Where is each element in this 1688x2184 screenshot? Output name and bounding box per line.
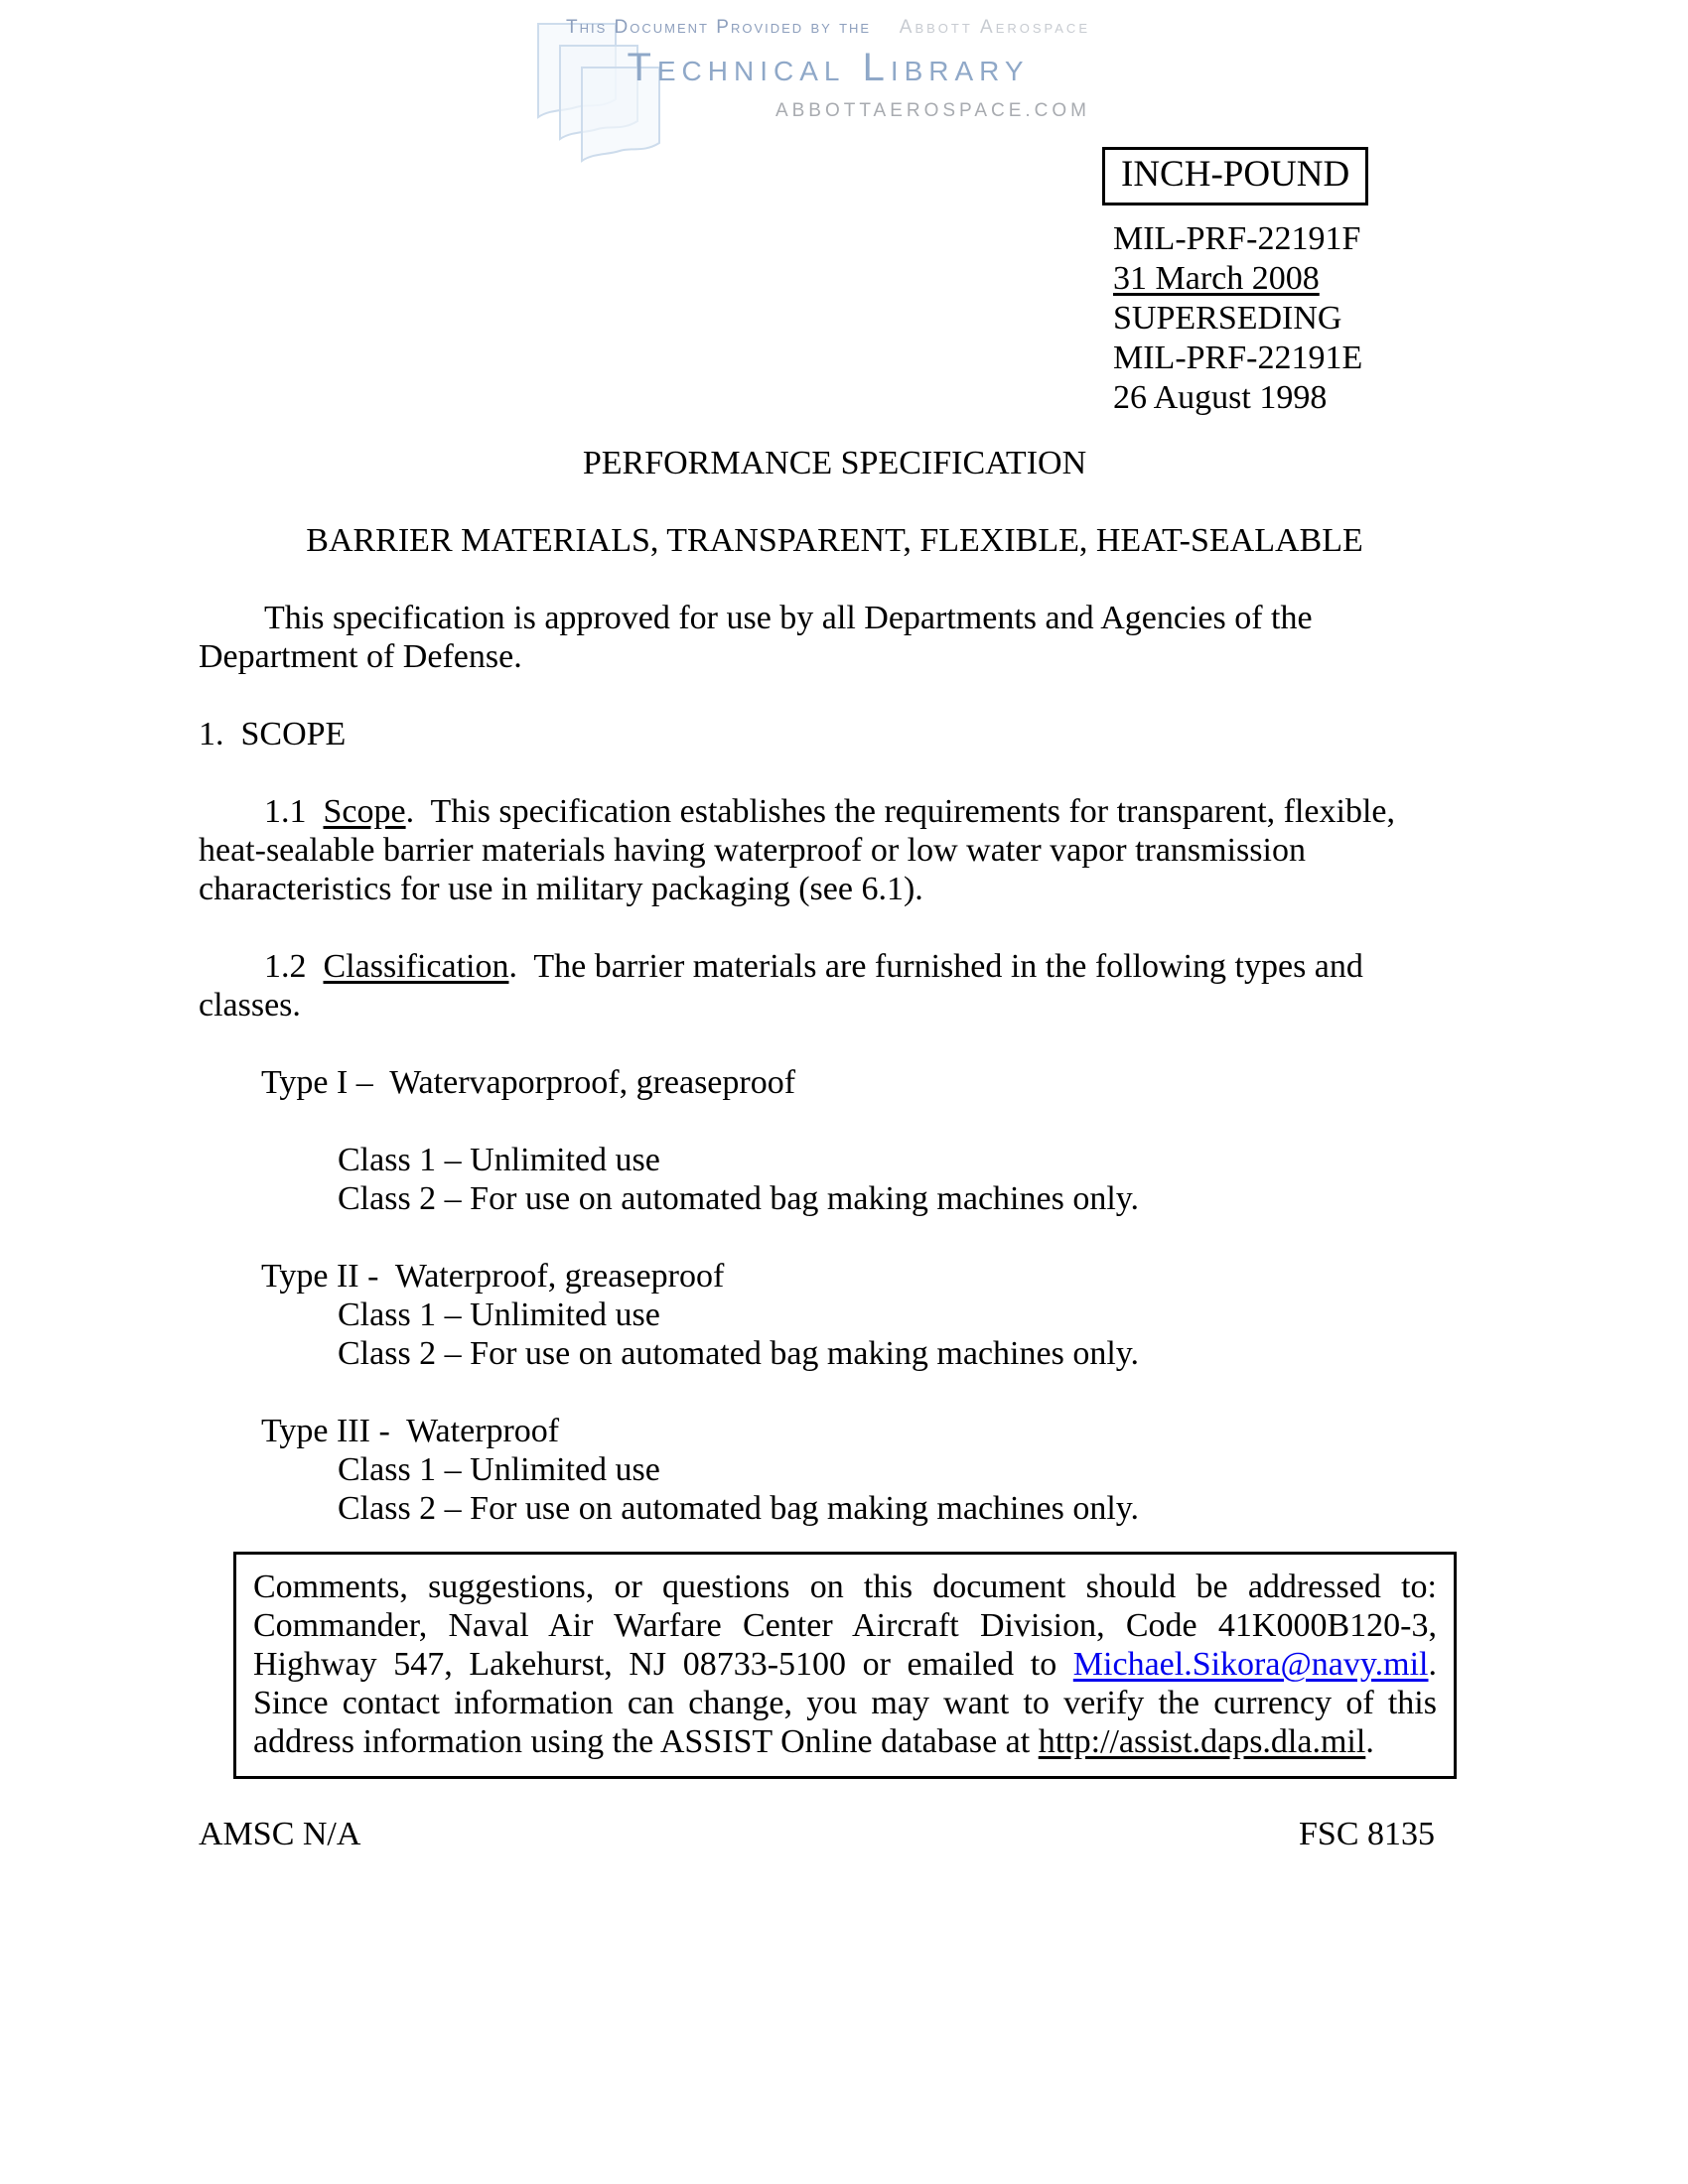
page-subtitle: BARRIER MATERIALS, TRANSPARENT, FLEXIBLE, HEAT-SEALABLE <box>306 522 1363 559</box>
doc-number: MIL-PRF-22191F <box>1113 220 1361 257</box>
type-1-label: Type I – Watervaporproof, greaseproof <box>261 1064 796 1101</box>
classification-text: . The barrier materials are furnished in the following types and classes. <box>199 948 1372 1024</box>
footer-row <box>199 1815 1435 1853</box>
comments-text-1: Comments, suggestions, or questions on this document should be addressed to: Commander, Naval Air Warfare Center Aircraft Division, Code 41K000B120-3, Highway 547, Lakehurst, NJ 08733-5100 or emailed to <box>253 1569 1437 1683</box>
page-title: PERFORMANCE SPECIFICATION <box>582 445 1087 481</box>
type-1-classes <box>199 1141 1471 1218</box>
classification-number: 1.2 <box>264 948 324 985</box>
type-3-group <box>199 1412 1471 1528</box>
logo-site-url: ABBOTTAEROSPACE.COM <box>774 100 1090 121</box>
amsc-label: AMSC N/A <box>199 1816 361 1852</box>
superseding-label: SUPERSEDING <box>1113 300 1342 337</box>
scope-paragraph <box>199 792 1471 908</box>
type-1-class-1: Class 1 – Unlimited use <box>338 1142 660 1178</box>
comments-text-2: . Since contact information can change, you may want to verify the currency of this address information using the ASSIST Online database at <box>253 1646 1437 1760</box>
fsc-label: FSC 8135 <box>1299 1816 1435 1852</box>
logo-text <box>566 8 1090 130</box>
superseded-number: MIL-PRF-22191E <box>1113 340 1363 376</box>
scope-text: . This specification establishes the requirements for transparent, flexible, heat-sealable barrier materials having waterproof or low water vapor transmission characteristics for use in military packaging (see 6.1). <box>199 793 1404 907</box>
library-watermark <box>534 6 1096 165</box>
assist-url-link[interactable]: http://assist.daps.dla.mil <box>1038 1723 1366 1760</box>
doc-id-block <box>1113 219 1362 418</box>
comments-text-3: . <box>1365 1723 1374 1760</box>
type-3-class-1: Class 1 – Unlimited use <box>338 1451 660 1488</box>
email-link[interactable]: Michael.Sikora@navy.mil <box>1072 1646 1429 1683</box>
body-column <box>199 444 1471 1853</box>
type-2-group <box>199 1257 1471 1373</box>
type-2-class-1: Class 1 – Unlimited use <box>338 1297 660 1333</box>
type-1-class-2: Class 2 – For use on automated bag making machines only. <box>338 1180 1140 1217</box>
superseded-date: 26 August 1998 <box>1113 379 1328 416</box>
scope-term: Scope <box>323 793 406 830</box>
doc-date: 31 March 2008 <box>1113 260 1320 297</box>
type-3-label: Type III - Waterproof <box>261 1413 560 1449</box>
type-3-class-2: Class 2 – For use on automated bag making machines only. <box>338 1490 1140 1527</box>
logo-brand: Abbott Aerospace <box>899 17 1090 38</box>
approval-paragraph: This specification is approved for use by all Departments and Agencies of the Department of Defense. <box>199 600 1313 675</box>
scope-number: 1.1 <box>264 793 324 830</box>
classification-paragraph <box>199 947 1471 1024</box>
classification-term: Classification <box>323 948 509 985</box>
comments-box <box>233 1552 1457 1779</box>
logo-tagline: This Document Provided by the <box>566 17 872 38</box>
scope-heading: 1. SCOPE <box>199 716 347 752</box>
inch-pound-box: INCH-POUND <box>1102 147 1368 205</box>
type-2-label: Type II - Waterproof, greaseproof <box>261 1258 725 1295</box>
type-2-class-2: Class 2 – For use on automated bag making machines only. <box>338 1335 1140 1372</box>
logo-title: Technical Library <box>627 46 1030 89</box>
